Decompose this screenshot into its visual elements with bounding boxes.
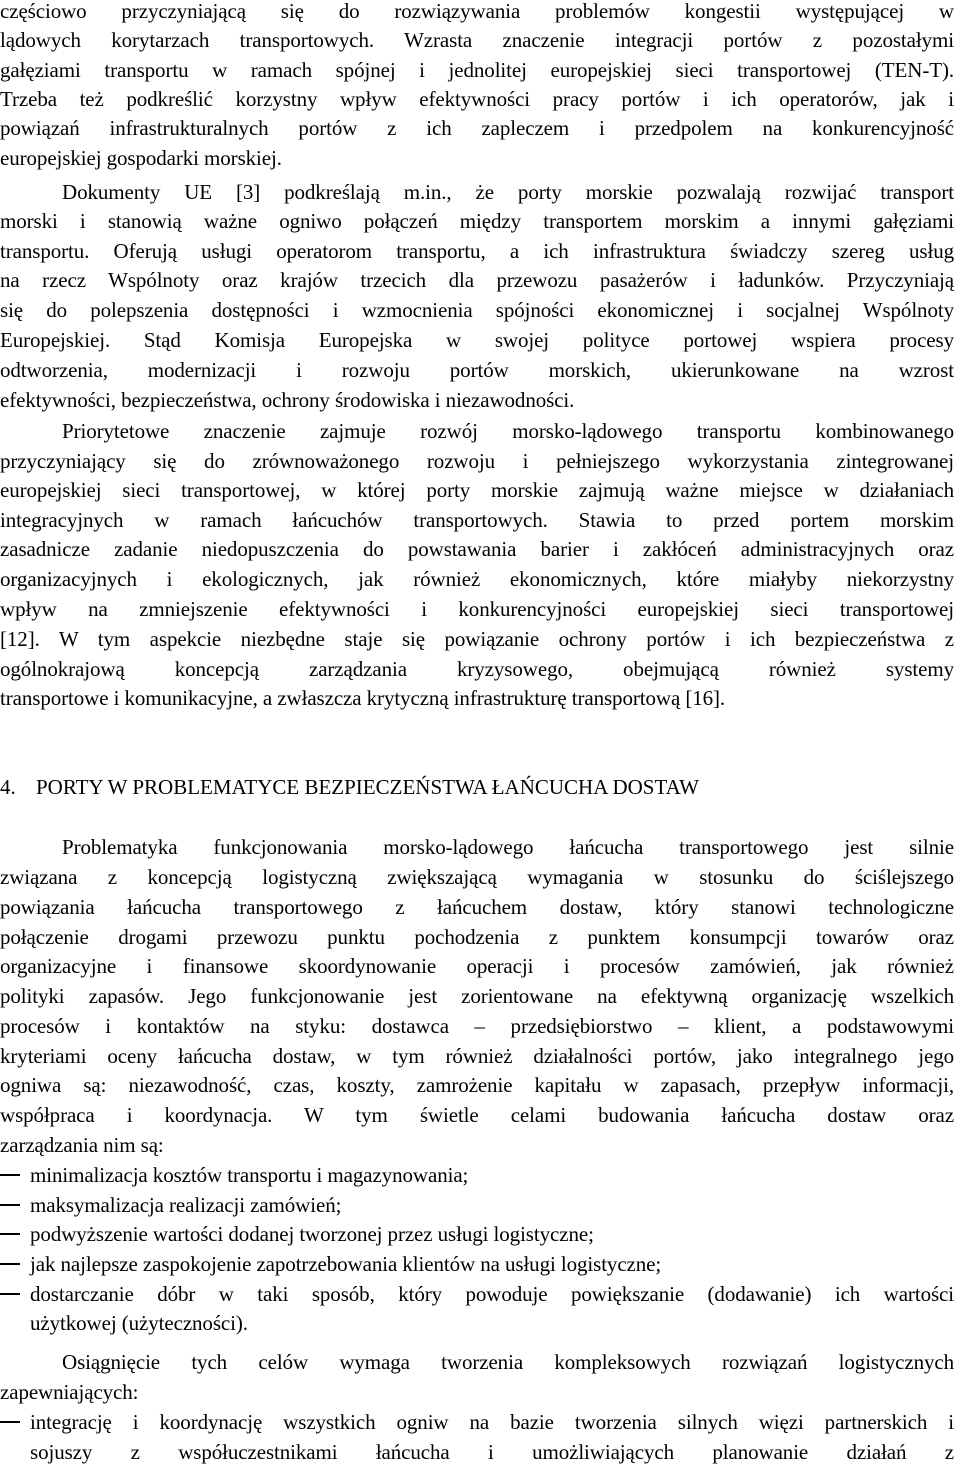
text-line: organizacyjne i finansowe skoordynowanie operacji i procesów zamówień, jak również xyxy=(0,954,954,978)
dash-bullet-icon xyxy=(0,1204,20,1206)
text-line: procesów i kontaktów na styku: dostawca – przedsiębiorstwo – klient, a podstawowymi xyxy=(0,1014,954,1038)
text-line: Osiągnięcie tych celów wymaga tworzenia kompleksowych rozwiązań logistycznych xyxy=(62,1350,954,1374)
text-line: lądowych korytarzach transportowych. Wzrasta znaczenie integracji portów z pozostałymi xyxy=(0,28,954,52)
section-heading xyxy=(0,772,954,802)
text-line: polityki zapasów. Jego funkcjonowanie jest zorientowane na efektywną organizację wszelkich xyxy=(0,984,954,1008)
text-line: przyczyniający się do zrównoważonego rozwoju i pełniejszego wykorzystania zintegrowanej xyxy=(0,449,954,473)
dash-bullet-icon xyxy=(0,1174,20,1176)
text-line: Trzeba też podkreślić korzystny wpływ efektywności pracy portów i ich operatorów, jak i xyxy=(0,87,954,111)
text-line: ogólnokrajową koncepcją zarządzania kryzysowego, obejmującą również systemy xyxy=(0,657,954,681)
dash-bullet-icon xyxy=(0,1233,20,1235)
text-line: Europejskiej. Stąd Komisja Europejska w swojej polityce portowej wspiera procesy xyxy=(0,328,954,352)
text-line: powiązania łańcucha transportowego z łańcuchem dostaw, który stanowi technologiczne xyxy=(0,895,954,919)
text-line: gałęziami transportu w ramach spójnej i jednolitej europejskiej sieci transportowej (TEN-T). xyxy=(0,58,954,82)
text-line: współpraca i koordynacja. W tym świetle celami budowania łańcucha dostaw oraz xyxy=(0,1103,954,1127)
text-line: się do polepszenia dostępności i wzmocnienia spójności ekonomicznej i socjalnej Wspólnoty xyxy=(0,298,954,322)
list-item-text: dostarczanie dóbr w taki sposób, który powoduje powiększanie (dodawanie) ich wartości xyxy=(30,1282,954,1306)
text-line: wpływ na zmniejszenie efektywności i konkurencyjności europejskiej sieci transportowej xyxy=(0,597,954,621)
text-line: odtworzenia, modernizacji i rozwoju portów morskich, ukierunkowane na wzrost xyxy=(0,358,954,382)
text-line: na rzecz Wspólnoty oraz krajów trzecich dla przewozu pasażerów i ładunków. Przyczyniają xyxy=(0,268,954,292)
text-line: organizacyjnych i ekologicznych, jak również ekonomicznych, które miałyby niekorzystny xyxy=(0,567,954,591)
text-line: europejskiej sieci transportowej, w której porty morskie zajmują ważne miejsce w działaniach xyxy=(0,478,954,502)
text-line: transportu. Oferują usługi operatorom transportu, a ich infrastruktura świadczy szereg usług xyxy=(0,239,954,263)
text-line: [12]. W tym aspekcie niezbędne staje się powiązanie ochrony portów i ich bezpieczeństwa z xyxy=(0,627,954,651)
text-line: zapewniających: xyxy=(0,1380,139,1404)
section-number: 4. xyxy=(0,775,16,799)
text-line: europejskiej gospodarki morskiej. xyxy=(0,146,282,170)
dash-bullet-icon xyxy=(0,1421,20,1423)
dash-bullet-icon xyxy=(0,1263,20,1265)
text-line: zarządzania nim są: xyxy=(0,1133,164,1157)
text-line: Dokumenty UE [3] podkreślają m.in., że porty morskie pozwalają rozwijać transport xyxy=(62,180,954,204)
text-line: transportowe i komunikacyjne, a zwłaszcza krytyczną infrastrukturę transportową [16]. xyxy=(0,686,726,710)
list-item-text: jak najlepsze zaspokojenie zapotrzebowania klientów na usługi logistyczne; xyxy=(30,1252,662,1276)
text-line: połączenie drogami przewozu punktu pochodzenia z punktem konsumpcji towarów oraz xyxy=(0,925,954,949)
text-line: zasadnicze zadanie niedopuszczenia do powstawania barier i zakłóceń administracyjnych oraz xyxy=(0,537,954,561)
text-line: integracyjnych w ramach łańcuchów transportowych. Stawia to przed portem morskim xyxy=(0,508,954,532)
list-item-text: maksymalizacja realizacji zamówień; xyxy=(30,1193,342,1217)
text-line: Priorytetowe znaczenie zajmuje rozwój morsko-lądowego transportu kombinowanego xyxy=(62,419,954,443)
list-item-text: minimalizacja kosztów transportu i magazynowania; xyxy=(30,1163,469,1187)
section-title: PORTY W PROBLEMATYCE BEZPIECZEŃSTWA ŁAŃCUCHA DOSTAW xyxy=(36,775,699,799)
list-item-continuation: użytkowej (użyteczności). xyxy=(30,1311,248,1335)
list-item-text: podwyższenie wartości dodanej tworzonej przez usługi logistyczne; xyxy=(30,1222,594,1246)
list-item-text: integrację i koordynację wszystkich ogniw na bazie tworzenia silnych więzi partnerskich i xyxy=(30,1410,954,1434)
text-line: efektywności, bezpieczeństwa, ochrony środowiska i niezawodności. xyxy=(0,388,575,412)
text-line: ogniwa są: niezawodność, czas, koszty, zamrożenie kapitału w zapasach, przepływ informacji, xyxy=(0,1073,954,1097)
text-line: Problematyka funkcjonowania morsko-lądowego łańcucha transportowego jest silnie xyxy=(62,835,954,859)
dash-bullet-icon xyxy=(0,1293,20,1295)
text-line: częściowo przyczyniającą się do rozwiązywania problemów kongestii występującej w xyxy=(0,0,954,23)
text-line: morski i stanowią ważne ogniwo połączeń między transportem morskim a innymi gałęziami xyxy=(0,209,954,233)
text-line: powiązań infrastrukturalnych portów z ich zapleczem i przedpolem na konkurencyjność xyxy=(0,116,954,140)
list-item-continuation: sojuszy z współuczestnikami łańcucha i umożliwiających planowanie działań z xyxy=(30,1440,954,1464)
text-line: związana z koncepcją logistyczną zwiększającą wymagania w stosunku do ściślejszego xyxy=(0,865,954,889)
text-line: kryteriami oceny łańcucha dostaw, w tym również działalności portów, jako integralnego jego xyxy=(0,1044,954,1068)
